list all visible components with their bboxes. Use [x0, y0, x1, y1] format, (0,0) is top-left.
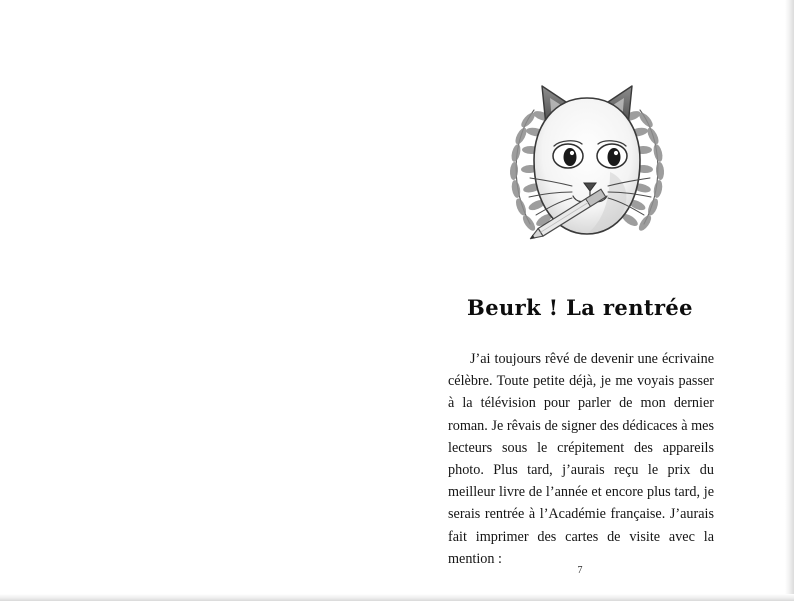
body-paragraph: J’ai toujours rêvé de devenir une écrivaine célèbre. Toute petite déjà, je me voyais passer à la télévision pour parler de mon dernier roman. Je rêvais de signer des dédicaces à mes lecteurs sous le crépitement des appareils photo. Plus tard, j’aurais reçu le prix du meilleur livre de l’année et encore plus tard, je serais rentrée à l’Académie française. J’aurais fait imprimer des cartes de visite avec la mention : — [448, 351, 714, 567]
page-edge-shadow-right — [785, 0, 794, 601]
page-number: 7 — [577, 565, 583, 576]
recto-page-content — [410, 0, 750, 601]
body-text-block — [448, 348, 714, 570]
chapter-title: Beurk ! La rentrée — [467, 295, 693, 320]
cat-with-pencil-in-laurel-wreath-illustration — [472, 52, 702, 282]
